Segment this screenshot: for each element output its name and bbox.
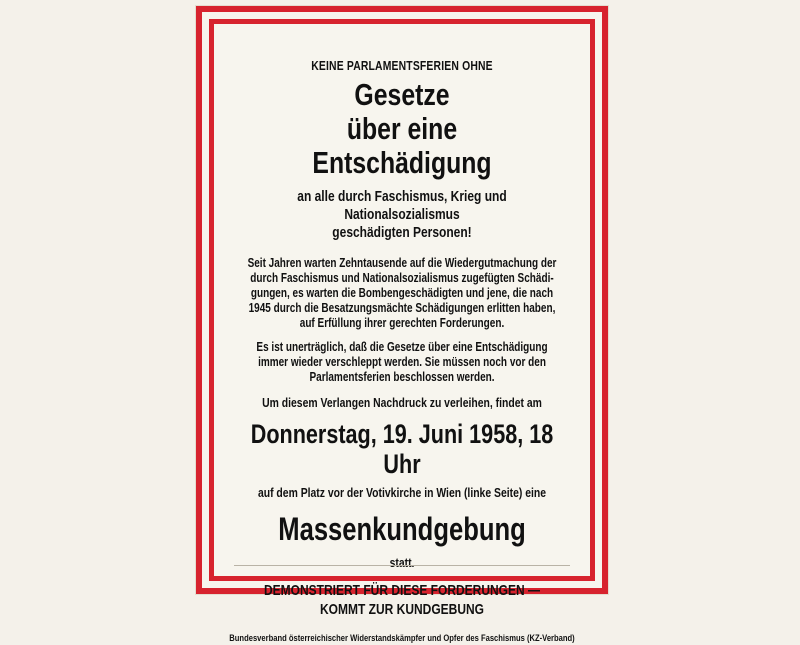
call-to-action-line: KOMMT ZUR KUNDGEBUNG: [320, 601, 484, 618]
subheadline-2: geschädigten Personen!: [332, 224, 472, 241]
headline-small: KEINE PARLAMENTSFERIEN OHNE: [311, 58, 493, 73]
invite-line: Um diesem Verlangen Nachdruck zu verleihen, findet am: [262, 395, 542, 410]
poster-inner-frame: [209, 19, 595, 644]
call-to-action-line: DEMONSTRIERT FÜR DIESE FORDERUNGEN —: [263, 582, 540, 599]
subheadline-1: an alle durch Faschismus, Krieg und Nationalsozialismus: [297, 188, 507, 223]
event-place: auf dem Platz vor der Votivkirche in Wien (linke Seite) eine: [257, 485, 547, 500]
paragraph-1-line: Seit Jahren warten Zehntausende auf die Wiedergutmachung der: [247, 256, 557, 270]
headline-big-1: Gesetze: [354, 77, 450, 112]
paragraph-2-line: Es ist unerträglich, daß die Gesetze über eine Entschädigung: [256, 340, 548, 354]
headline-big-2: über eine Entschädigung: [312, 111, 492, 180]
paragraph-2: [192, 340, 612, 385]
paragraph-1: [192, 256, 612, 331]
paragraph-1-line: gungen, es warten die Bombengeschädigten und jene, die nach: [250, 286, 554, 300]
paragraph-1-line: durch Faschismus und Nationalsozialismus zugefügten Schädi-: [250, 271, 554, 285]
statt-line: statt.: [389, 555, 415, 570]
event-date: Donnerstag, 19. Juni 1958, 18 Uhr: [250, 419, 554, 479]
paragraph-1-line: auf Erfüllung ihrer gerechten Forderungen.: [299, 316, 505, 330]
paragraph-2-line: immer wieder verschleppt werden. Sie müssen noch vor den: [258, 355, 546, 369]
call-to-action: [198, 581, 606, 619]
event-title: Massenkundgebung: [278, 511, 526, 547]
printer-imprint-line: [234, 565, 570, 571]
organizer-line: Bundesverband österreichischer Widerstandskämpfer und Opfer des Faschismus (KZ-Verband): [229, 633, 575, 644]
poster: [196, 6, 608, 644]
paragraph-2-line: Parlamentsferien beschlossen werden.: [309, 370, 495, 384]
paragraph-1-line: 1945 durch die Besatzungsmächte Schädigungen erlitten haben,: [248, 301, 556, 315]
